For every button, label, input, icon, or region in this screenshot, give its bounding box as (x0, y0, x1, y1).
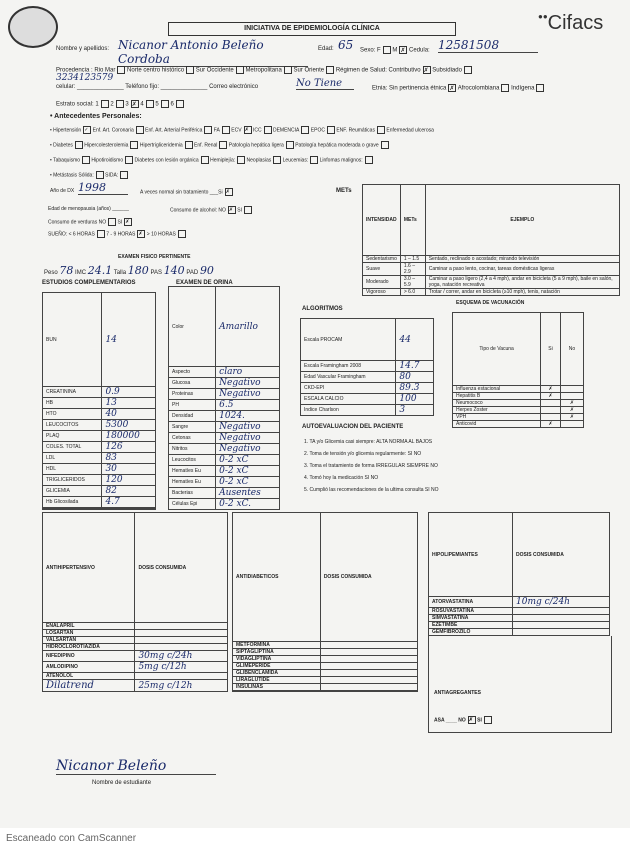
row-label: Glucosa (169, 378, 216, 389)
orina-table-row (169, 488, 280, 499)
antidiabeticos-table (232, 512, 418, 692)
row-label: CKD-EPI (301, 383, 396, 394)
vacuna-si: ✗ (541, 393, 561, 400)
scanner-text: Escaneado con CamScanner (6, 833, 137, 844)
row-value: Negativo (216, 422, 280, 433)
cedula-value: 12581508 (438, 38, 538, 53)
row-label: Sangre (169, 422, 216, 433)
med-header: ANTIHIPERTENSIVO (43, 513, 135, 623)
med-dose: 25mg c/12h (135, 680, 228, 692)
orina-table-row (169, 444, 280, 455)
antecedentes-row2: • Diabetes Hipercolesterolemia Hipertrigliceridemia Enf. Renal Patología hepática ligera Patología hepática moderada o grave (50, 141, 389, 149)
med-name: EZETIMBE (429, 622, 513, 629)
vacuna-no (560, 386, 583, 393)
antiagregantes-label: ANTIAGREGANTES (434, 690, 481, 696)
labs-table-row (43, 442, 156, 453)
vacunas-header: Si (541, 313, 561, 386)
row-label: Hematíes Eu (169, 477, 216, 488)
row-value: 83 (102, 453, 156, 464)
orina-table-row (169, 378, 280, 389)
algoritmos-title: ALGORITMOS (302, 306, 343, 312)
med-dose (320, 677, 417, 684)
row-label: PLAQ (43, 431, 102, 442)
orina-table-row (169, 455, 280, 466)
row-label: LEUCOCITOS (43, 420, 102, 431)
orina-table-row (169, 287, 280, 367)
med-dose (135, 623, 228, 630)
dx-row: Año de DX (50, 188, 75, 194)
row-value: Amarillo (216, 287, 280, 367)
row-value: 4.7 (102, 497, 156, 508)
alg-table-row (301, 394, 434, 405)
student-label: Nombre de estudiante (92, 780, 152, 786)
row-value: 0.9 (102, 387, 156, 398)
med-header: ANTIDIABETICOS (233, 513, 321, 642)
med-name: SIPTAGLIPTINA (233, 649, 321, 656)
row-label: GLICEMIA (43, 486, 102, 497)
orina-table-row (169, 411, 280, 422)
med-dose (513, 608, 610, 615)
labs-table-row (43, 420, 156, 431)
sex-field: Sexo: F M ✗ Cedula: (360, 47, 430, 54)
row-label: Células Epi (169, 499, 216, 510)
med-dose (135, 630, 228, 637)
labs-table-row (43, 293, 156, 387)
row-label: HB (43, 398, 102, 409)
vacuna-k: Hepatitis B (453, 393, 541, 400)
mets-table: INTENSIDAD METs EJEMPLO Sedentarismo 1 – 1.5 Sentado, reclinado o acostado; mirando televisión Suave 1.6 – 2.9 Caminar a paso lento, cocinar, tareas domésticas ligeras Moderado 3.0 – 5.9 Caminar a paso ligero (2,4 a 4 mph), andar en bicicleta (5 a 9 mph), baile en salón, yoga, natación recreativa Vigoroso > 6.0 Trotar / correr, andar en bicicleta (≥10 mph), tenis, natación (362, 184, 620, 296)
row-value: 0-2 xC. (216, 499, 280, 510)
labs-table-row (43, 475, 156, 486)
vacuna-no (560, 393, 583, 400)
labs-table-row (43, 464, 156, 475)
row-value: Negativo (216, 444, 280, 455)
med-name: AMLODIPINO (43, 662, 135, 673)
med-dose (513, 615, 610, 622)
row-value: Ausentes (216, 488, 280, 499)
med-dose: 5mg c/12h (135, 662, 228, 673)
row-label: Color (169, 287, 216, 367)
vacuna-si: ✗ (541, 386, 561, 393)
med-dose (320, 649, 417, 656)
row-label: LDL (43, 453, 102, 464)
med-name: VIDAGLIPTINA (233, 656, 321, 663)
exam-title: EXAMEN FISICO PERTINENTE (118, 254, 191, 260)
vacunas-table (452, 312, 584, 428)
row-label: ESCALA CALCIO (301, 394, 396, 405)
row-value: claro (216, 367, 280, 378)
med-name (233, 691, 321, 692)
med-name: GEMFIBROZILO (429, 629, 513, 636)
row-label: Indice Charlson (301, 405, 396, 416)
antecedentes-row3: • Tabaquismo Hipotiroidismo Diabetes con lesión orgánica Hemiplejía: Neoplasias Leucemias: Linfomas malignos: (50, 156, 373, 164)
etnia-row: Etnia: Sin pertinencia étnica ✗ Afrocolombiana Indígena (372, 84, 544, 92)
orina-title: EXAMEN DE ORINA (176, 280, 233, 286)
row-value: 126 (102, 442, 156, 453)
orina-table-row (169, 466, 280, 477)
med-dose (135, 644, 228, 651)
med-dose (320, 642, 417, 649)
vacuna-no: ✗ (560, 400, 583, 407)
row-value (102, 509, 156, 510)
algoritmos-table (300, 318, 434, 416)
med-header: DOSIS CONSUMIDA (135, 513, 228, 623)
form-title: INICIATIVA DE EPIDEMIOLOGÍA CLÍNICA (168, 22, 456, 36)
scanner-bar (0, 828, 630, 848)
row-label: Cetonas (169, 433, 216, 444)
vacunas-title: ESQUEMA DE VACUNACIÓN (456, 300, 525, 306)
vacunas-header: No (560, 313, 583, 386)
vacuna-k: Anticovid (453, 421, 541, 428)
med-name: METFORMINA (233, 642, 321, 649)
med-name: LIRAGLUTIDE (233, 677, 321, 684)
orina-table-row (169, 400, 280, 411)
row-value: Negativo (216, 389, 280, 400)
labs-table-row (43, 387, 156, 398)
alg-table-row (301, 383, 434, 394)
vacuna-k: Influenza estacional (453, 386, 541, 393)
row-value: Negativo (216, 378, 280, 389)
row-value: 0-2 xC (216, 466, 280, 477)
alg-table-row (301, 361, 434, 372)
orina-table (168, 286, 280, 510)
row-value: 40 (102, 409, 156, 420)
med-dose (135, 637, 228, 644)
procedencia-row: Procedencia : Rio Mar Norte centro histórico Sur Occidente Metropolitana Sur Oriente Régimen de Salud: Contributivo ✗ Subsidiado (56, 66, 472, 74)
row-value: 0-2 xC (216, 455, 280, 466)
med-name: SIMVASTATINA (429, 615, 513, 622)
med-name: GLIMEPERIDE (233, 663, 321, 670)
alg-table-row (301, 319, 434, 361)
vacuna-si (541, 407, 561, 414)
alg-table-row (301, 372, 434, 383)
med-name: GLIBENCLAMIDA (233, 670, 321, 677)
antecedentes-row1: • Hipertensión ✓ Enf. Art. Coronaria Enf. Art. Arterial Periférica FA ECV ✗ ICC DEMENCIA EPOC ENF. Reumáticas Enfermedad ulcerosa (50, 127, 434, 134)
orina-table-row (169, 477, 280, 488)
contact-row: celular: ______________ Teléfono fijo: ______________ Correo electrónico (56, 84, 259, 90)
cifacs-logo: ●●Cifacs (538, 12, 604, 34)
sueno-row: SUEÑO: < 6 HORAS 7 - 9 HORAS ✗ > 10 HORAS (48, 230, 186, 238)
row-label: HDL (43, 464, 102, 475)
row-label: PH (169, 400, 216, 411)
med-name: HIDROCLOROTIAZIDA (43, 644, 135, 651)
med-name: ENALAPRIL (43, 623, 135, 630)
row-label: HTO (43, 409, 102, 420)
med-name: INSULINAS (233, 684, 321, 691)
row-label: Proteinas (169, 389, 216, 400)
antihipertensivo-table (42, 512, 228, 692)
row-label: Bacterias (169, 488, 216, 499)
row-value: 80 (396, 372, 434, 383)
med-dose (320, 663, 417, 670)
celular-value: 3234123579 (56, 73, 114, 83)
med-name: ROSUVASTATINA (429, 608, 513, 615)
asa-box-border (428, 636, 612, 733)
vacunas-header: Tipo de Vacuna (453, 313, 541, 386)
med-dose (513, 622, 610, 629)
menopausia-row: Edad de menopausia (años) ______ (48, 206, 129, 212)
row-value: 1024. (216, 411, 280, 422)
orina-table-row (169, 367, 280, 378)
name-label: Nombre y apellidos: (56, 46, 110, 52)
labs-table-row (43, 497, 156, 508)
row-label: CREATININA (43, 387, 102, 398)
vacuna-si (541, 414, 561, 421)
labs-table-row (43, 509, 156, 510)
row-value: 30 (102, 464, 156, 475)
alcohol-row: Consumo de alcohol: NO ✗ SI (170, 206, 252, 214)
vacuna-si (541, 400, 561, 407)
row-value: 100 (396, 394, 434, 405)
med-name: ATENOLOL (43, 673, 135, 680)
labs-table-row (43, 453, 156, 464)
age-label: Edad: (318, 46, 334, 52)
row-value: 14.7 (396, 361, 434, 372)
alg-table-row (301, 405, 434, 416)
age-value: 65 (338, 38, 354, 52)
vacuna-k: VPH (453, 414, 541, 421)
orina-table-row (169, 389, 280, 400)
row-label: Edad Vascular Framingham (301, 372, 396, 383)
orina-table-row (169, 422, 280, 433)
tratamiento-row: A veces normal sin tratamiento ___Si ✗ (140, 188, 233, 196)
autoeval-questions: 1. TA y/o Glicemia casi siempre: ALTA NORMA AL BAJOS 2. Toma de tensión y/o glicemia regularmente: SI NO 3. Toma el tratamiento de forma IRREGULAR SIEMPRE NO 4. Tomó hoy la medicación SI NO 5. Cumplió las recomendaciones de la ultima consulta SI NO (304, 439, 439, 493)
row-value: 14 (102, 293, 156, 387)
row-value: 180000 (102, 431, 156, 442)
vitals-row: Peso 78 IMC 24.1 Talla 180 PAS 140 PAD 90 (44, 264, 214, 277)
labs-title: ESTUDIOS COMPLEMENTARIOS (42, 280, 136, 286)
seal-logo (8, 6, 58, 48)
med-dose (320, 656, 417, 663)
labs-table-row (43, 409, 156, 420)
autoeval-title: AUTOEVALUACION DEL PACIENTE (302, 424, 404, 430)
row-label: Aspecto (169, 367, 216, 378)
med-dose (320, 670, 417, 677)
labs-table (42, 292, 156, 510)
vacuna-no (560, 421, 583, 428)
vacuna-no: ✗ (560, 414, 583, 421)
row-label: Densidad (169, 411, 216, 422)
row-value: 89.3 (396, 383, 434, 394)
name-value: Nicanor Antonio Beleño Cordoba (118, 38, 308, 67)
hipolipemiantes-table (428, 512, 610, 636)
row-value: 120 (102, 475, 156, 486)
row-label: TRIGLICERIDOS (43, 475, 102, 486)
estrato-row: Estrato social: 1 2 3 ✗ 4 5 6 (56, 100, 184, 108)
med-name: NIFEDIPINO (43, 651, 135, 662)
email-value: No Tiene (296, 78, 354, 90)
row-value: 6.5 (216, 400, 280, 411)
med-header: HIPOLIPEMIANTES (429, 513, 513, 597)
med-dose (320, 684, 417, 691)
row-value: 13 (102, 398, 156, 409)
row-value: 44 (396, 319, 434, 361)
row-label: BUN (43, 293, 102, 387)
med-dose (320, 691, 417, 692)
row-value: Negativo (216, 433, 280, 444)
med-name: ATORVASTATINA (429, 597, 513, 608)
row-label: Hb Glicosilada (43, 497, 102, 508)
vacuna-k: Herpes Zoster (453, 407, 541, 414)
antecedentes-title: • Antecedentes Personales: (50, 113, 142, 120)
row-value: 82 (102, 486, 156, 497)
labs-table-row (43, 486, 156, 497)
med-header: DOSIS CONSUMIDA (320, 513, 417, 642)
row-label: Escala PROCAM (301, 319, 396, 361)
med-header: DOSIS CONSUMIDA (513, 513, 610, 597)
med-dose (135, 673, 228, 680)
orina-table-row (169, 499, 280, 510)
asa-row: ASA ____ NO ✗ SI (434, 716, 492, 724)
mets-title: METs (336, 188, 352, 194)
dx-value: 1998 (78, 181, 128, 195)
labs-table-row (43, 431, 156, 442)
vacuna-k: Neumococo (453, 400, 541, 407)
vacuna-si: ✗ (541, 421, 561, 428)
row-value: 0-2 xC (216, 477, 280, 488)
med-dose: 10mg c/24h (513, 597, 610, 608)
row-label: Hematíes Eu (169, 466, 216, 477)
row-label: Nitritos (169, 444, 216, 455)
verduras-row: Consumo de verduras NO SI ✗ (48, 218, 132, 226)
row-label (43, 509, 102, 510)
med-dose (513, 629, 610, 636)
row-label: Escala Framingham 2008 (301, 361, 396, 372)
med-dose: 30mg c/24h (135, 651, 228, 662)
row-value: 5300 (102, 420, 156, 431)
antecedentes-row4: • Metástasis Sólida: SIDA: (50, 171, 128, 179)
student-signature: Nicanor Beleño (56, 758, 216, 775)
row-value: 3 (396, 405, 434, 416)
labs-table-row (43, 398, 156, 409)
med-name: LOSARTAN (43, 630, 135, 637)
row-label: Leucocitos (169, 455, 216, 466)
vacuna-no: ✗ (560, 407, 583, 414)
med-name: VALSARTAN (43, 637, 135, 644)
med-name: Dilatrend (43, 680, 135, 692)
orina-table-row (169, 433, 280, 444)
row-label: COLES. TOTAL (43, 442, 102, 453)
